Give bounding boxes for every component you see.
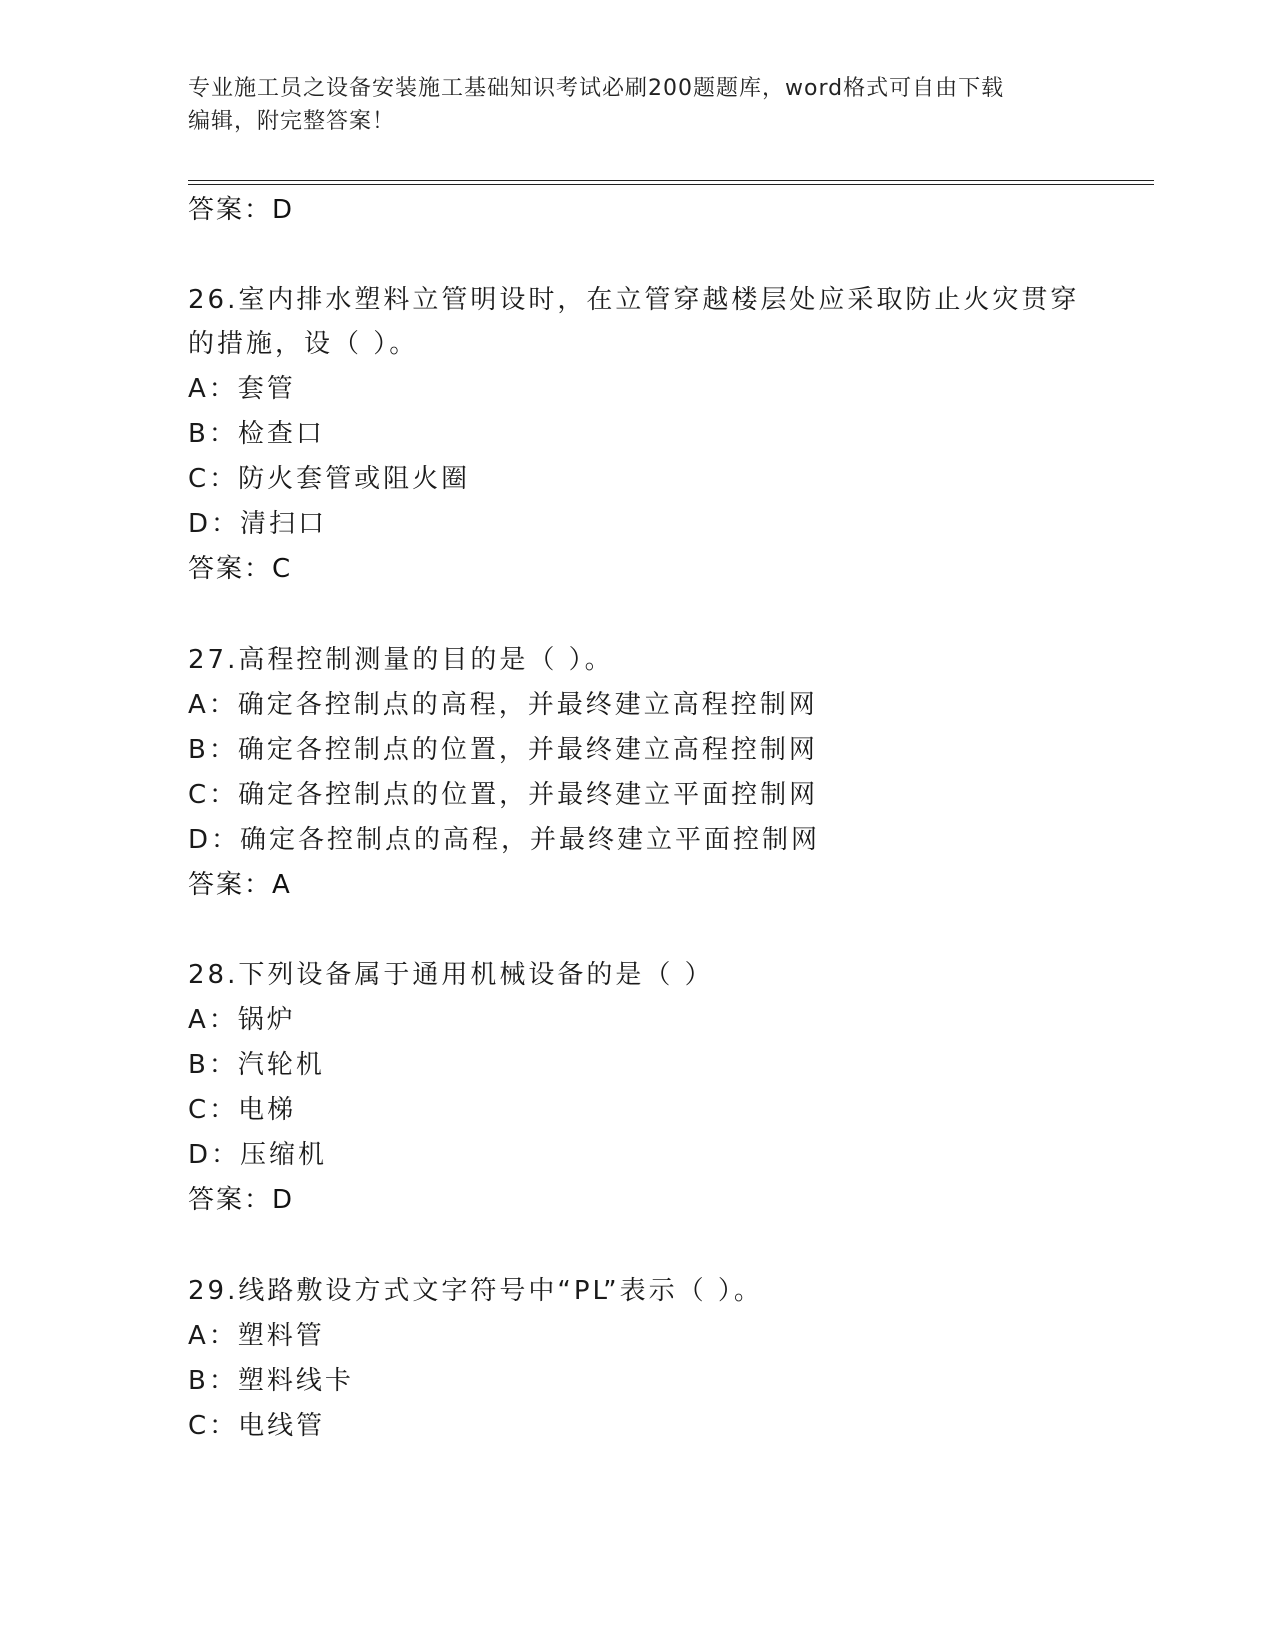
question-26-option-c: C：防火套管或阻火圈 (188, 464, 471, 494)
question-26-option-d: D：清扫口 (188, 509, 328, 539)
question-28-option-b: B：汽轮机 (188, 1050, 325, 1080)
question-27-option-d: D：确定各控制点的高程，并最终建立平面控制网 (188, 825, 821, 855)
question-26-stem-line-1: 26.室内排水塑料立管明设时，在立管穿越楼层处应采取防止火灾贯穿 (188, 285, 1080, 315)
question-28-option-d: D：压缩机 (188, 1140, 328, 1170)
question-26-option-a: A：套管 (188, 374, 296, 404)
question-26-answer: 答案：C (188, 554, 293, 584)
question-29-stem: 29.线路敷设方式文字符号中“PL”表示（ ）。 (188, 1276, 763, 1306)
question-28-answer: 答案：D (188, 1185, 295, 1215)
question-27-stem: 27.高程控制测量的目的是（ ）。 (188, 645, 614, 675)
question-28-option-c: C：电梯 (188, 1095, 297, 1125)
question-27-answer: 答案：A (188, 870, 292, 900)
question-29-option-c: C：电线管 (188, 1411, 326, 1441)
question-27-option-c: C：确定各控制点的位置，并最终建立平面控制网 (188, 780, 819, 810)
header-line-1: 专业施工员之设备安装施工基础知识考试必刷200题题库，word格式可自由下载 (188, 76, 1005, 101)
document-header (188, 72, 1088, 138)
question-28-stem: 28.下列设备属于通用机械设备的是（ ） (188, 960, 714, 990)
question-29-option-a: A：塑料管 (188, 1321, 325, 1351)
question-29-option-b: B：塑料线卡 (188, 1366, 354, 1396)
question-26-stem-line-2: 的措施，设（ ）。 (188, 329, 419, 359)
question-26-option-b: B：检查口 (188, 419, 325, 449)
header-divider-top (188, 180, 1154, 181)
question-27-option-b: B：确定各控制点的位置，并最终建立高程控制网 (188, 735, 818, 765)
previous-answer: 答案：D (188, 195, 295, 225)
question-28-option-a: A：锅炉 (188, 1005, 296, 1035)
header-line-2: 编辑，附完整答案！ (188, 109, 396, 134)
question-27-option-a: A：确定各控制点的高程，并最终建立高程控制网 (188, 690, 818, 720)
header-divider-bottom (188, 184, 1154, 185)
